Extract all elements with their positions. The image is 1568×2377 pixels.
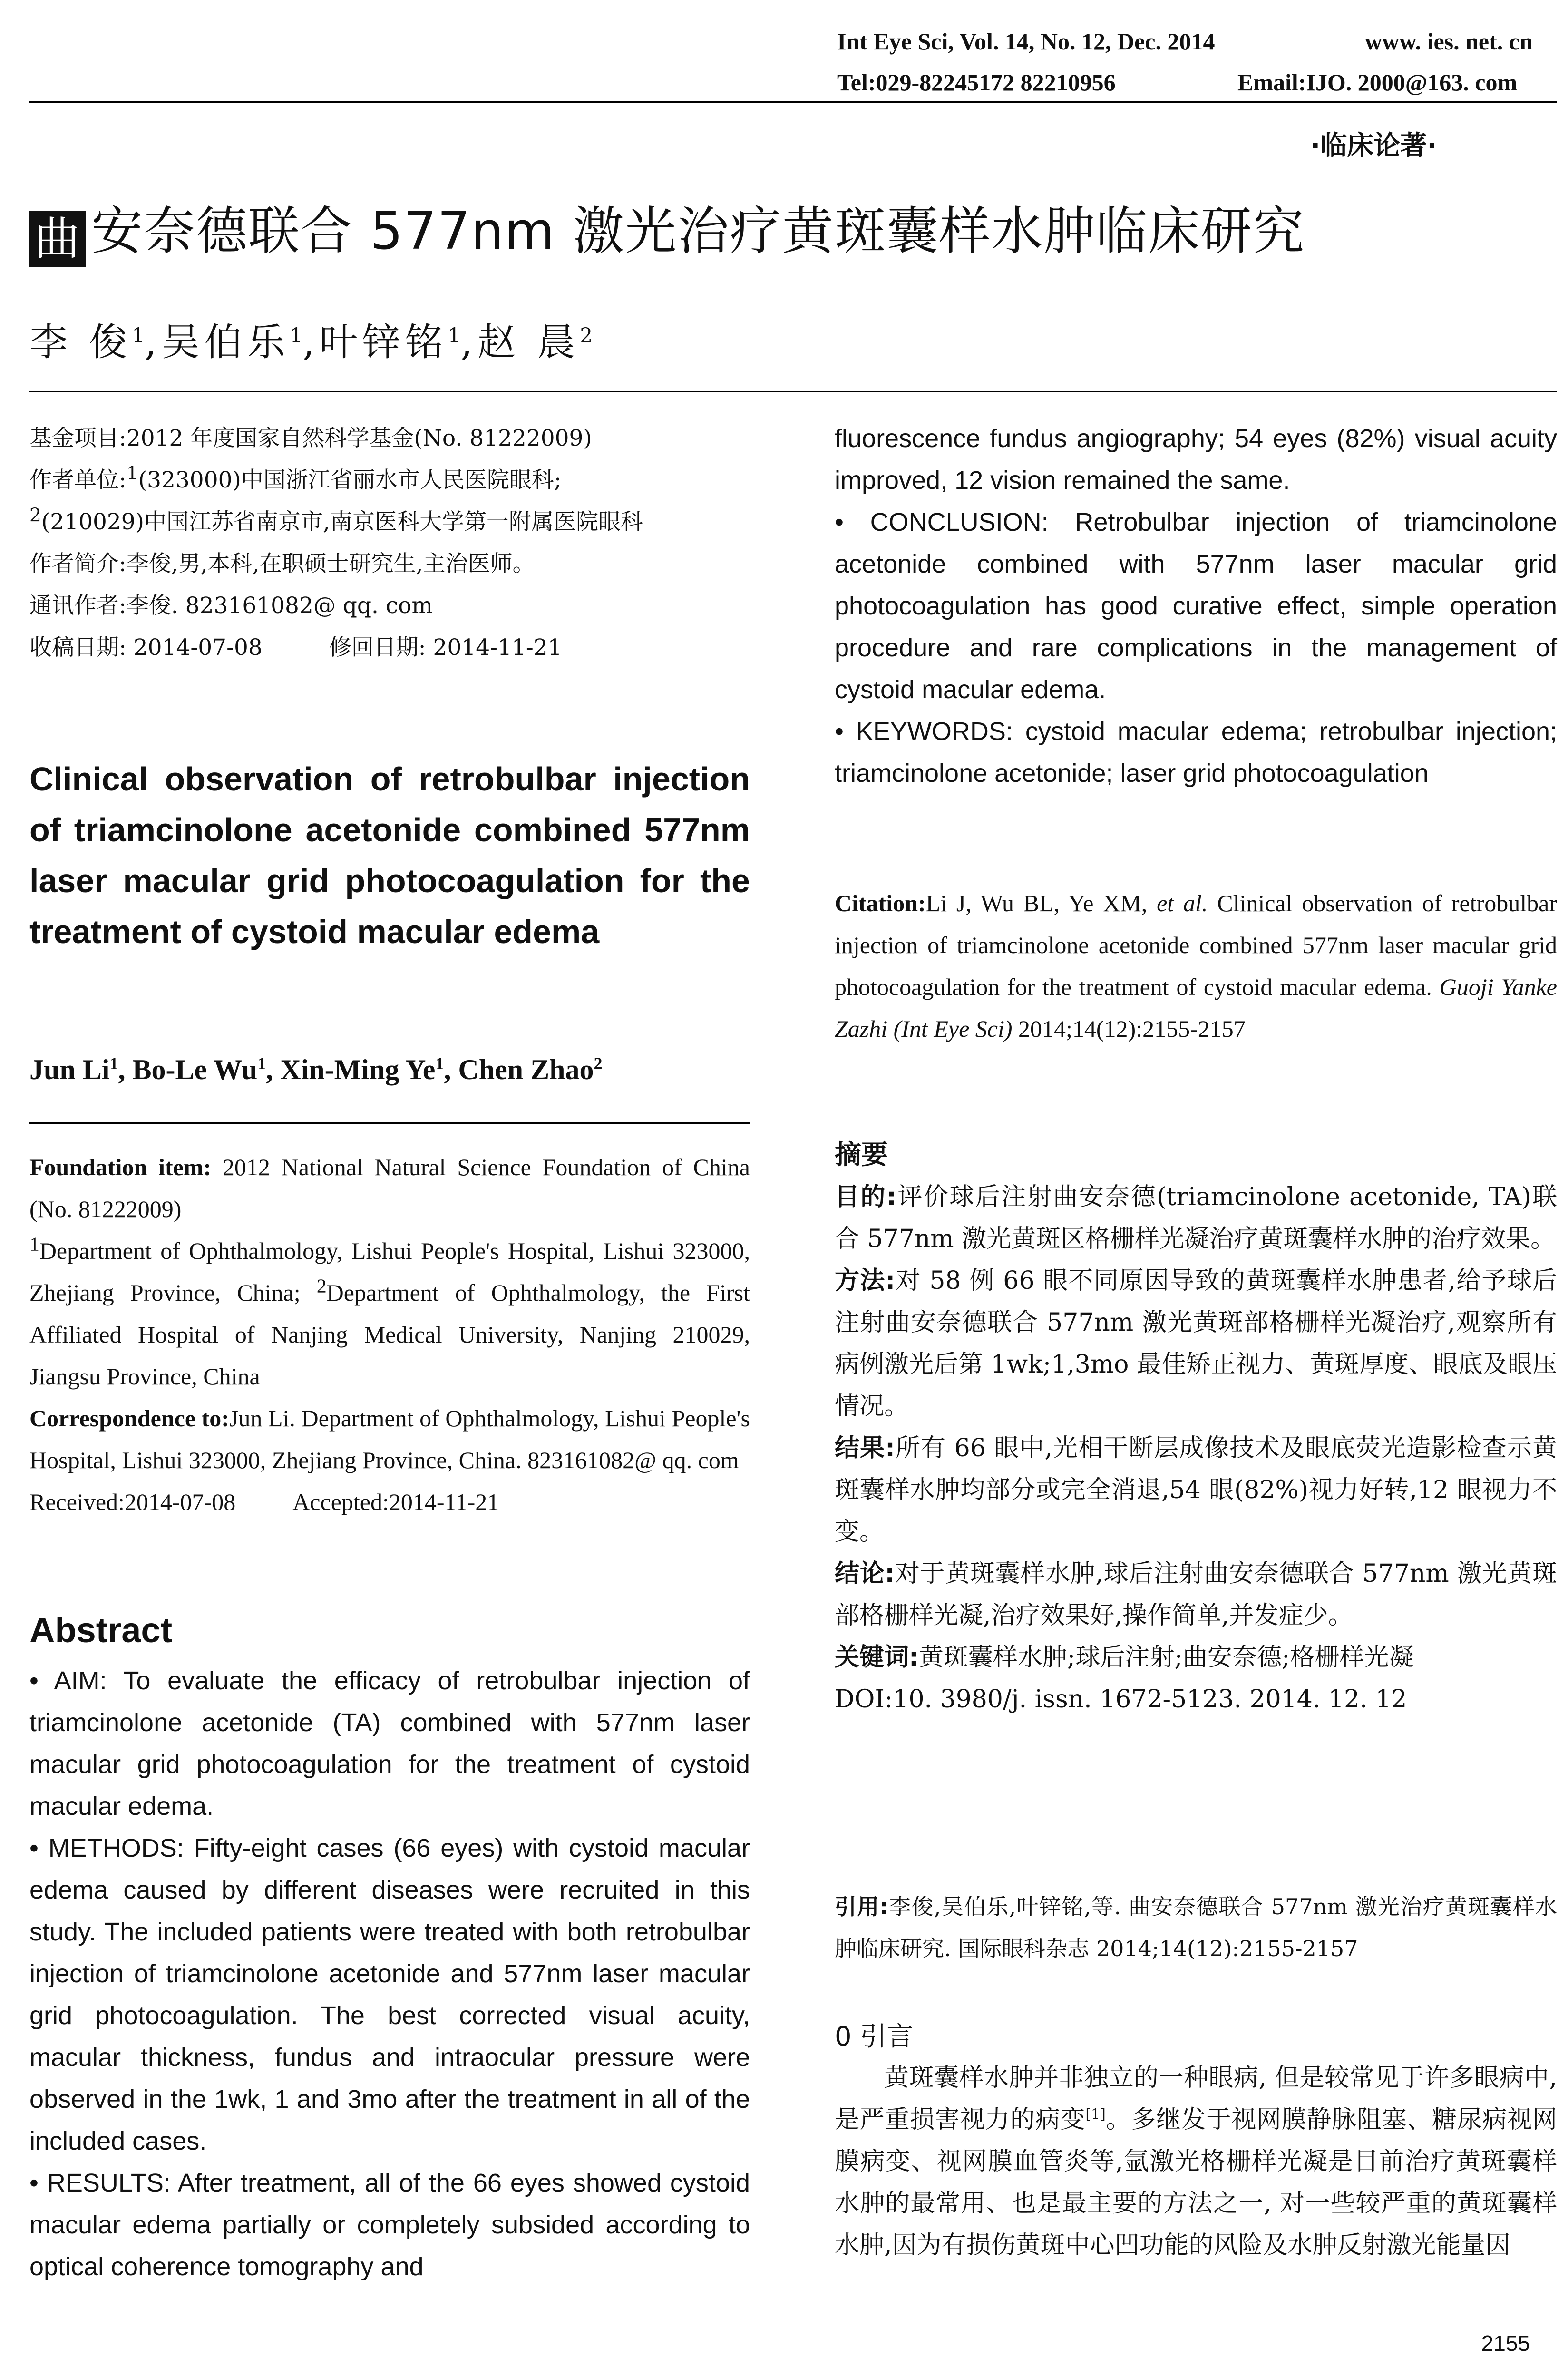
en-authors: Jun Li$^1$, Bo-Le Wu$^1$, Xin-Ming Ye$^1$, Chen Zhao$^2$ xyxy=(29,1054,603,1085)
abstract-results-label: • RESULTS: xyxy=(29,2169,171,2197)
en-departments xyxy=(29,1230,750,1397)
en-corr-label: Correspondence to: xyxy=(29,1405,229,1432)
citation-ref: 2014;14(12):2155-2157 xyxy=(1018,1015,1246,1042)
cn-abstract-aim xyxy=(835,1176,1557,1260)
title-mark: 曲 xyxy=(29,211,86,267)
cn-conclusion-label: 结论: xyxy=(835,1559,895,1588)
intro-paragraph xyxy=(835,2057,1557,2266)
en-foundation-label: Foundation item: xyxy=(29,1154,212,1180)
authors-cn: 李 俊$^1$,吴伯乐$^1$,叶锌铭$^1$,赵 晨$^2$ xyxy=(29,320,593,364)
en-dept2-sup: 2 xyxy=(316,1275,327,1297)
journal-volume-line: Int Eye Sci, Vol. 14, No. 12, Dec. 2014 xyxy=(837,28,1215,55)
cn-unit2-text: (210029)中国江苏省南京市,南京医科大学第一附属医院眼科 xyxy=(41,509,643,535)
cn-fund: 基金项目:2012 年度国家自然科学基金(No. 81222009) xyxy=(29,425,592,451)
abstract-aim-label: • AIM: xyxy=(29,1666,107,1695)
section-label: ·临床论著· xyxy=(1310,130,1437,161)
cn-units xyxy=(29,459,750,543)
journal-email: Email:IJO. 2000@163. com xyxy=(1237,69,1518,96)
cn-unit2-sup: 2 xyxy=(29,505,41,526)
en-correspondence xyxy=(29,1397,750,1481)
en-author-3-sup: 1 xyxy=(435,1054,444,1073)
cn-unit-label: 作者单位: xyxy=(29,467,127,493)
cn-citation xyxy=(835,1886,1557,1969)
en-author-4: Chen Zhao xyxy=(458,1054,594,1085)
author-cn-4-sup: 2 xyxy=(580,323,593,347)
citation-authors: Li J, Wu BL, Ye XM, xyxy=(925,890,1148,916)
article-title-text: 安奈德联合 577nm 激光治疗黄斑囊样水肿临床研究 xyxy=(91,202,1305,261)
abstract-aim xyxy=(29,1660,750,1827)
page-number: 2155 xyxy=(1481,2331,1530,2356)
citation xyxy=(835,882,1557,1050)
cn-meta-block xyxy=(29,418,750,669)
author-cn-1-sup: 1 xyxy=(132,323,145,347)
cn-abstract-methods xyxy=(835,1260,1557,1427)
cn-doi: DOI:10. 3980/j. issn. 1672-5123. 2014. 12. 12 xyxy=(835,1685,1407,1714)
cn-keywords-label: 关键词: xyxy=(835,1643,919,1672)
abstract-keywords xyxy=(835,711,1557,794)
en-authors-rule xyxy=(29,1122,750,1124)
abstract-aim-text: To evaluate the efficacy of retrobulbar injection of triamcinolone acetonide (TA) combined with 577nm laser macular grid photocoagulation for the treatment of cystoid macular edema. xyxy=(29,1666,750,1821)
en-dept2-text: Department of Ophthalmology, the First Affiliated Hospital of Nanjing Medical University, Nanjing 210029, Jiangsu Province, China xyxy=(29,1279,750,1390)
author-cn-4: 赵 晨 xyxy=(477,320,580,364)
abstract-results-text-a: After treatment, all of the 66 eyes showed cystoid macular edema partially or completely subsided according to optical coherence tomography and xyxy=(29,2169,750,2281)
cn-unit1-sup: 1 xyxy=(126,463,138,485)
citation-journal: Guoji Yanke Zazhi (Int Eye Sci) xyxy=(835,974,1558,1042)
abstract-results-b: fluorescence fundus angiography; 54 eyes (82%) visual acuity improved, 12 vision remained the same. xyxy=(835,424,1557,495)
cn-methods-label: 方法: xyxy=(835,1266,896,1295)
en-title: Clinical observation of retrobulbar injection of triamcinolone acetonide combined 577nm laser macular grid photocoagulation for the treatment of cystoid macular edema xyxy=(29,760,750,950)
cn-corresp: 通讯作者:李俊. 823161082@ qq. com xyxy=(29,593,433,619)
abstract-conclusion-label: • CONCLUSION: xyxy=(835,508,1049,536)
en-corr-text: Jun Li. Department of Ophthalmology, Lishui People's Hospital, Lishui 323000, Zhejiang Province, China. 823161082@ qq. com xyxy=(29,1405,750,1473)
cn-dates xyxy=(29,627,750,669)
cn-abstract-block xyxy=(835,1134,1557,1720)
cn-results-label: 结果: xyxy=(835,1434,895,1462)
en-dates xyxy=(29,1481,750,1523)
cn-received: 收稿日期: 2014-07-08 xyxy=(29,634,263,661)
author-cn-2: 吴伯乐 xyxy=(161,320,290,364)
citation-text: Clinical observation of retrobulbar injection of triamcinolone acetonide combined 577nm laser macular grid photocoagulation for the treatment of cystoid macular edema. xyxy=(835,890,1557,1000)
cn-aim-text: 评价球后注射曲安奈德(triamcinolone acetonide, TA)联合 577nm 激光黄斑区格栅样光凝治疗黄斑囊样水肿的治疗效果。 xyxy=(835,1183,1558,1253)
cn-aim-label: 目的: xyxy=(835,1183,896,1211)
en-accepted: Accepted:2014-11-21 xyxy=(292,1489,499,1515)
cn-conclusion-text: 对于黄斑囊样水肿,球后注射曲安奈德联合 577nm 激光黄斑部格栅样光凝,治疗效果好,操作简单,并发症少。 xyxy=(835,1559,1557,1630)
cn-abstract-results xyxy=(835,1427,1557,1553)
abstract-conclusion-text: Retrobulbar injection of triamcinolone acetonide combined with 577nm laser macular grid photocoagulation has good curative effect, simple operation procedure and rare complications in the management of cystoid macular edema. xyxy=(835,508,1557,704)
journal-website: www. ies. net. cn xyxy=(1365,28,1533,55)
cn-methods-text: 对 58 例 66 眼不同原因导致的黄斑囊样水肿患者,给予球后注射曲安奈德联合 577nm 激光黄斑部格栅样光凝治疗,观察所有病例激光后第 1wk;1,3mo 最佳矫正视力、黄斑厚度、眼底及眼压情况。 xyxy=(835,1266,1558,1421)
en-author-1: Jun Li xyxy=(29,1054,110,1085)
abstract-left-block xyxy=(29,1660,750,2288)
en-meta-block xyxy=(29,1146,750,1523)
citation-etal: et al. xyxy=(1157,890,1208,916)
cn-results-text: 所有 66 眼中,光相干断层成像技术及眼底荧光造影检查示黄斑囊样水肿均部分或完全消退,54 眼(82%)视力好转,12 眼视力不变。 xyxy=(835,1434,1558,1546)
en-foundation xyxy=(29,1146,750,1230)
cn-abstract-keywords xyxy=(835,1637,1557,1678)
en-author-3: Xin-Ming Ye xyxy=(280,1054,436,1085)
abstract-right-block xyxy=(835,418,1557,794)
cn-unit1-text: (323000)中国浙江省丽水市人民医院眼科; xyxy=(138,467,562,493)
intro-block xyxy=(835,2057,1557,2266)
cn-citation-text: 李俊,吴伯乐,叶锌铭,等. 曲安奈德联合 577nm 激光治疗黄斑囊样水肿临床研究. 国际眼科杂志 2014;14(12):2155-2157 xyxy=(835,1894,1557,1961)
abstract-methods xyxy=(29,1827,750,2162)
author-cn-3: 叶锌铭 xyxy=(319,320,448,364)
article-title xyxy=(29,204,1551,267)
cn-revised: 修回日期: 2014-11-21 xyxy=(329,634,562,661)
abstract-conclusion xyxy=(835,501,1557,711)
en-author-4-sup: 2 xyxy=(594,1054,603,1073)
en-author-2-sup: 1 xyxy=(257,1054,266,1073)
en-received: Received:2014-07-08 xyxy=(29,1489,236,1515)
en-author-2: Bo-Le Wu xyxy=(132,1054,258,1085)
journal-tel: Tel:029-82245172 82210956 xyxy=(837,69,1116,96)
en-foundation-text: 2012 National Natural Science Foundation of China (No. 81222009) xyxy=(29,1154,750,1222)
cn-citation-block xyxy=(835,1886,1557,1969)
citation-block xyxy=(835,882,1557,1050)
author-cn-1: 李 俊 xyxy=(29,320,132,364)
intro-heading: 0 引言 xyxy=(835,2021,914,2052)
cn-bio: 作者简介:李俊,男,本科,在职硕士研究生,主治医师。 xyxy=(29,551,535,577)
en-dept1-text: Department of Ophthalmology, Lishui People's Hospital, Lishui 323000, Zhejiang Province, China; xyxy=(29,1237,750,1306)
en-title-block xyxy=(29,754,750,957)
header-rule xyxy=(29,101,1557,103)
intro-text-a: 黄斑囊样水肿并非独立的一种眼病, 但是较常见于许多眼病中,是严重损害视力的病变 xyxy=(835,2064,1557,2134)
abstract-results-a xyxy=(29,2162,750,2288)
authors-rule xyxy=(29,391,1557,392)
en-author-1-sup: 1 xyxy=(109,1054,118,1073)
cn-abstract-heading: 摘要 xyxy=(835,1140,888,1170)
intro-text-b: 。多继发于视网膜静脉阻塞、糖尿病视网膜病变、视网膜血管炎等,氩激光格栅样光凝是目前治疗黄斑囊样水肿的最常用、也是最主要的方法之一, 对一些较严重的黄斑囊样水肿,因为有损伤黄斑中心凹功能的风险及水肿反射激光能量因 xyxy=(835,2105,1557,2260)
abstract-methods-text: Fifty-eight cases (66 eyes) with cystoid macular edema caused by different diseases were recruited in this study. The included patients were treated with both retrobulbar injection of triamcinolone acetonide and 577nm laser macular grid photocoagulation. The best corrected visual acuity, macular thickness, fundus and intraocular pressure were observed in the 1wk, 1 and 3mo after the treatment in all of the included cases. xyxy=(29,1834,750,2155)
abstract-keywords-label: • KEYWORDS: xyxy=(835,717,1013,746)
author-cn-2-sup: 1 xyxy=(290,323,303,347)
abstract-heading: Abstract xyxy=(29,1610,173,1650)
intro-ref-1: [1] xyxy=(1085,2106,1106,2123)
cn-abstract-conclusion xyxy=(835,1553,1557,1637)
cn-citation-label: 引用: xyxy=(835,1894,888,1919)
author-cn-3-sup: 1 xyxy=(448,323,461,347)
en-dept1-sup: 1 xyxy=(29,1233,39,1256)
cn-keywords-text: 黄斑囊样水肿;球后注射;曲安奈德;格栅样光凝 xyxy=(918,1643,1414,1672)
citation-label: Citation: xyxy=(835,890,926,916)
abstract-keywords-text: cystoid macular edema; retrobulbar injection; triamcinolone acetonide; laser grid photocoagulation xyxy=(835,717,1558,788)
abstract-methods-label: • METHODS: xyxy=(29,1834,184,1862)
